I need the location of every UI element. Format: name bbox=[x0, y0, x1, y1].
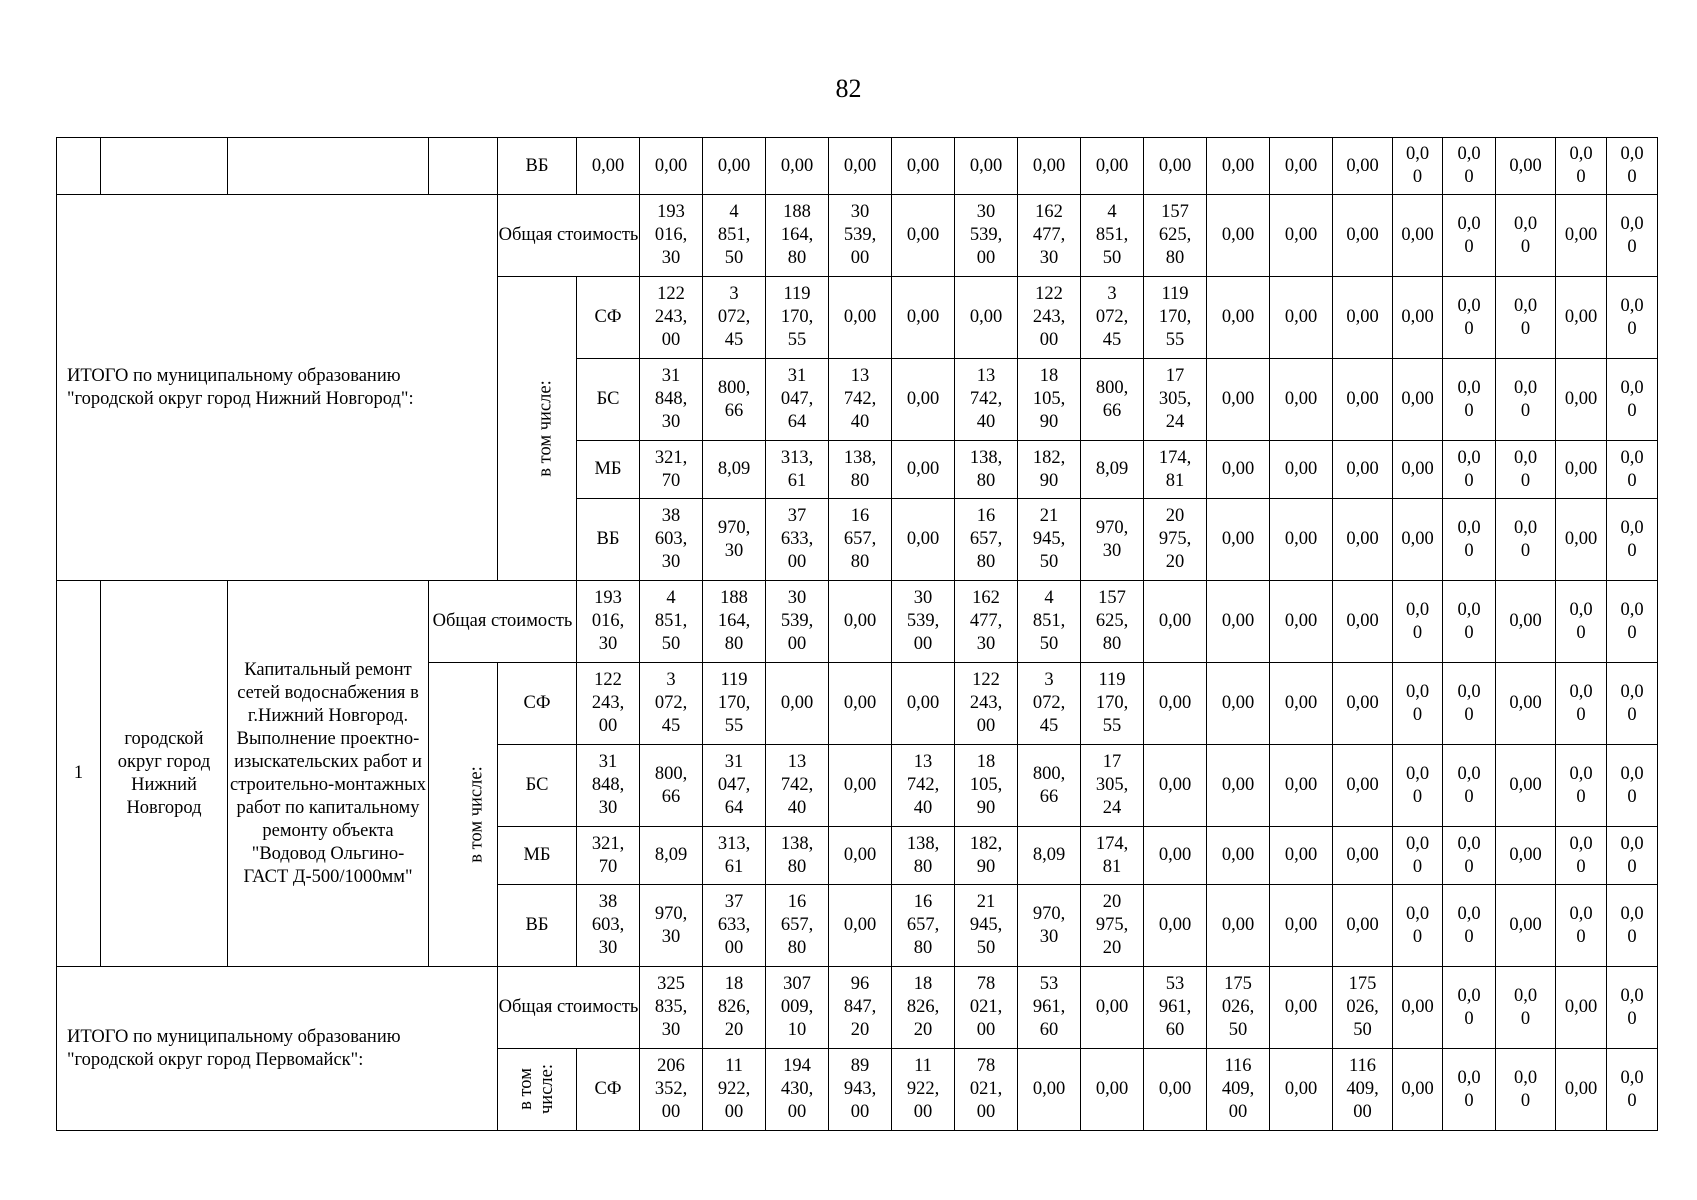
value-cell: 0,00 bbox=[1270, 359, 1333, 441]
value-cell: 0,0 0 bbox=[1556, 581, 1607, 663]
value-cell: 0,00 bbox=[1393, 195, 1443, 277]
value-cell: 970, 30 bbox=[1081, 499, 1144, 581]
value-cell: 8,09 bbox=[1081, 441, 1144, 499]
value-cell: 96 847, 20 bbox=[829, 967, 892, 1049]
value-cell: 321, 70 bbox=[640, 441, 703, 499]
value-cell: 325 835, 30 bbox=[640, 967, 703, 1049]
source-label: МБ bbox=[577, 441, 640, 499]
source-label: СФ bbox=[577, 1049, 640, 1131]
value-cell: 0,00 bbox=[1333, 359, 1393, 441]
value-cell: 0,00 bbox=[1270, 441, 1333, 499]
value-cell: 162 477, 30 bbox=[955, 581, 1018, 663]
value-cell: 116 409, 00 bbox=[1207, 1049, 1270, 1131]
value-cell: 0,00 bbox=[829, 827, 892, 885]
table-row bbox=[57, 967, 1658, 1049]
value-cell: 0,00 bbox=[1270, 745, 1333, 827]
value-cell: 0,0 0 bbox=[1443, 1049, 1496, 1131]
value-cell: 175 026, 50 bbox=[1207, 967, 1270, 1049]
municipality-cell bbox=[101, 138, 228, 195]
project-description: Капитальный ремонт сетей водоснабжения в г.Нижний Новгород. Выполнение проектно-изыскательских работ и строительно-монтажных работ по капитальному ремонту объекта "Водовод Ольгино-ГАСТ Д-500/1000мм" bbox=[228, 581, 429, 967]
value-cell: 0,00 bbox=[1496, 138, 1556, 195]
value-cell: 11 922, 00 bbox=[892, 1049, 955, 1131]
value-cell: 37 633, 00 bbox=[703, 885, 766, 967]
value-cell: 0,0 0 bbox=[1607, 359, 1658, 441]
value-cell: 0,0 0 bbox=[1443, 967, 1496, 1049]
value-cell: 0,00 bbox=[1207, 581, 1270, 663]
budget-table bbox=[56, 137, 1658, 1131]
value-cell: 0,00 bbox=[1207, 195, 1270, 277]
total-title-pervomaysk: ИТОГО по муниципальному образованию "городской округ город Первомайск": bbox=[57, 967, 498, 1131]
value-cell: 0,00 bbox=[1333, 745, 1393, 827]
in-that-label bbox=[429, 663, 498, 967]
value-cell: 30 539, 00 bbox=[892, 581, 955, 663]
value-cell: 174, 81 bbox=[1081, 827, 1144, 885]
value-cell: 0,0 0 bbox=[1443, 663, 1496, 745]
value-cell: 138, 80 bbox=[766, 827, 829, 885]
value-cell: 0,0 0 bbox=[1496, 359, 1556, 441]
value-cell: 0,00 bbox=[1333, 827, 1393, 885]
value-cell: 182, 90 bbox=[1018, 441, 1081, 499]
value-cell: 0,00 bbox=[1018, 138, 1081, 195]
value-cell: 0,00 bbox=[1081, 967, 1144, 1049]
value-cell: 321, 70 bbox=[577, 827, 640, 885]
value-cell: 0,0 0 bbox=[1556, 827, 1607, 885]
value-cell: 0,0 0 bbox=[1556, 138, 1607, 195]
municipality-name: городской округ город Нижний Новгород bbox=[101, 581, 228, 967]
value-cell: 0,00 bbox=[1333, 441, 1393, 499]
value-cell: 0,00 bbox=[1270, 663, 1333, 745]
value-cell: 31 848, 30 bbox=[640, 359, 703, 441]
value-cell: 0,00 bbox=[1144, 745, 1207, 827]
value-cell: 206 352, 00 bbox=[640, 1049, 703, 1131]
value-cell: 0,00 bbox=[1144, 138, 1207, 195]
value-cell: 0,00 bbox=[829, 663, 892, 745]
value-cell: 0,00 bbox=[1393, 359, 1443, 441]
value-cell: 0,0 0 bbox=[1443, 138, 1496, 195]
value-cell: 0,0 0 bbox=[1556, 745, 1607, 827]
value-cell: 0,0 0 bbox=[1496, 499, 1556, 581]
source-label: ВБ bbox=[498, 138, 577, 195]
total-cost-label: Общая стоимость bbox=[498, 967, 640, 1049]
value-cell: 0,0 0 bbox=[1496, 1049, 1556, 1131]
value-cell: 175 026, 50 bbox=[1333, 967, 1393, 1049]
value-cell: 16 657, 80 bbox=[829, 499, 892, 581]
value-cell: 0,0 0 bbox=[1443, 277, 1496, 359]
value-cell: 970, 30 bbox=[640, 885, 703, 967]
value-cell: 188 164, 80 bbox=[766, 195, 829, 277]
value-cell: 0,0 0 bbox=[1443, 581, 1496, 663]
value-cell: 0,0 0 bbox=[1393, 138, 1443, 195]
value-cell: 0,00 bbox=[1556, 967, 1607, 1049]
value-cell: 16 657, 80 bbox=[955, 499, 1018, 581]
page-number: 82 bbox=[835, 74, 862, 103]
value-cell: 18 826, 20 bbox=[703, 967, 766, 1049]
value-cell: 13 742, 40 bbox=[892, 745, 955, 827]
value-cell: 20 975, 20 bbox=[1144, 499, 1207, 581]
value-cell: 0,00 bbox=[829, 138, 892, 195]
value-cell: 0,00 bbox=[1333, 138, 1393, 195]
source-label: СФ bbox=[498, 663, 577, 745]
value-cell: 0,00 bbox=[1207, 441, 1270, 499]
value-cell: 38 603, 30 bbox=[640, 499, 703, 581]
num-cell bbox=[57, 138, 101, 195]
value-cell: 0,00 bbox=[1333, 581, 1393, 663]
value-cell: 0,00 bbox=[766, 663, 829, 745]
value-cell: 0,00 bbox=[1393, 499, 1443, 581]
value-cell: 0,00 bbox=[766, 138, 829, 195]
value-cell: 0,00 bbox=[892, 499, 955, 581]
value-cell: 0,0 0 bbox=[1443, 499, 1496, 581]
value-cell: 174, 81 bbox=[1144, 441, 1207, 499]
value-cell: 8,09 bbox=[703, 441, 766, 499]
value-cell: 31 848, 30 bbox=[577, 745, 640, 827]
value-cell: 307 009, 10 bbox=[766, 967, 829, 1049]
value-cell: 0,00 bbox=[1144, 581, 1207, 663]
total-cost-label: Общая стоимость bbox=[429, 581, 577, 663]
table-row bbox=[57, 195, 1658, 277]
value-cell: 0,00 bbox=[1144, 885, 1207, 967]
value-cell: 3 072, 45 bbox=[1018, 663, 1081, 745]
value-cell: 4 851, 50 bbox=[1081, 195, 1144, 277]
value-cell: 0,0 0 bbox=[1443, 745, 1496, 827]
value-cell: 0,00 bbox=[1270, 195, 1333, 277]
value-cell: 37 633, 00 bbox=[766, 499, 829, 581]
value-cell: 0,0 0 bbox=[1607, 499, 1658, 581]
value-cell: 30 539, 00 bbox=[766, 581, 829, 663]
value-cell: 0,00 bbox=[955, 138, 1018, 195]
value-cell: 0,00 bbox=[1207, 138, 1270, 195]
value-cell: 17 305, 24 bbox=[1144, 359, 1207, 441]
value-cell: 18 826, 20 bbox=[892, 967, 955, 1049]
value-cell: 0,00 bbox=[829, 581, 892, 663]
value-cell: 0,0 0 bbox=[1607, 277, 1658, 359]
value-cell: 193 016, 30 bbox=[577, 581, 640, 663]
value-cell: 0,00 bbox=[577, 138, 640, 195]
value-cell: 800, 66 bbox=[640, 745, 703, 827]
value-cell: 970, 30 bbox=[703, 499, 766, 581]
value-cell: 122 243, 00 bbox=[955, 663, 1018, 745]
table-body bbox=[57, 138, 1658, 1131]
value-cell: 30 539, 00 bbox=[829, 195, 892, 277]
source-label: СФ bbox=[577, 277, 640, 359]
value-cell: 138, 80 bbox=[955, 441, 1018, 499]
value-cell: 17 305, 24 bbox=[1081, 745, 1144, 827]
value-cell: 0,0 0 bbox=[1443, 195, 1496, 277]
value-cell: 119 170, 55 bbox=[766, 277, 829, 359]
value-cell: 21 945, 50 bbox=[1018, 499, 1081, 581]
value-cell: 0,0 0 bbox=[1607, 827, 1658, 885]
value-cell: 0,00 bbox=[1556, 195, 1607, 277]
value-cell: 0,00 bbox=[1270, 885, 1333, 967]
value-cell: 0,00 bbox=[1081, 1049, 1144, 1131]
source-label: БС bbox=[498, 745, 577, 827]
total-cost-label: Общая стоимость bbox=[498, 195, 640, 277]
in-that-label bbox=[498, 277, 577, 581]
value-cell: 313, 61 bbox=[766, 441, 829, 499]
value-cell: 0,00 bbox=[1333, 885, 1393, 967]
value-cell: 38 603, 30 bbox=[577, 885, 640, 967]
value-cell: 53 961, 60 bbox=[1018, 967, 1081, 1049]
table-row bbox=[57, 138, 1658, 195]
value-cell: 0,00 bbox=[1333, 277, 1393, 359]
value-cell: 8,09 bbox=[640, 827, 703, 885]
value-cell: 21 945, 50 bbox=[955, 885, 1018, 967]
value-cell: 194 430, 00 bbox=[766, 1049, 829, 1131]
value-cell: 122 243, 00 bbox=[1018, 277, 1081, 359]
value-cell: 0,00 bbox=[829, 277, 892, 359]
value-cell: 0,00 bbox=[955, 277, 1018, 359]
value-cell: 0,0 0 bbox=[1607, 885, 1658, 967]
table-row bbox=[57, 581, 1658, 663]
value-cell: 0,00 bbox=[1144, 663, 1207, 745]
value-cell: 122 243, 00 bbox=[640, 277, 703, 359]
value-cell: 0,00 bbox=[1207, 663, 1270, 745]
value-cell: 4 851, 50 bbox=[640, 581, 703, 663]
value-cell: 0,0 0 bbox=[1607, 581, 1658, 663]
value-cell: 18 105, 90 bbox=[1018, 359, 1081, 441]
value-cell: 119 170, 55 bbox=[703, 663, 766, 745]
value-cell: 0,00 bbox=[892, 441, 955, 499]
value-cell: 0,0 0 bbox=[1607, 745, 1658, 827]
value-cell: 0,00 bbox=[1081, 138, 1144, 195]
value-cell: 0,00 bbox=[1144, 827, 1207, 885]
value-cell: 122 243, 00 bbox=[577, 663, 640, 745]
value-cell: 0,0 0 bbox=[1556, 663, 1607, 745]
value-cell: 78 021, 00 bbox=[955, 967, 1018, 1049]
value-cell: 157 625, 80 bbox=[1144, 195, 1207, 277]
in-that-label bbox=[498, 1049, 577, 1131]
value-cell: 182, 90 bbox=[955, 827, 1018, 885]
value-cell: 0,00 bbox=[1270, 967, 1333, 1049]
value-cell: 0,00 bbox=[1393, 1049, 1443, 1131]
value-cell: 0,00 bbox=[1270, 581, 1333, 663]
value-cell: 0,00 bbox=[1270, 138, 1333, 195]
value-cell: 0,00 bbox=[1496, 827, 1556, 885]
value-cell: 16 657, 80 bbox=[766, 885, 829, 967]
value-cell: 0,0 0 bbox=[1443, 441, 1496, 499]
value-cell: 0,0 0 bbox=[1443, 359, 1496, 441]
value-cell: 119 170, 55 bbox=[1144, 277, 1207, 359]
value-cell: 0,00 bbox=[1393, 277, 1443, 359]
value-cell: 3 072, 45 bbox=[640, 663, 703, 745]
value-cell: 0,00 bbox=[1393, 967, 1443, 1049]
value-cell: 0,00 bbox=[1018, 1049, 1081, 1131]
value-cell: 0,0 0 bbox=[1607, 138, 1658, 195]
value-cell: 0,0 0 bbox=[1393, 581, 1443, 663]
value-cell: 0,00 bbox=[892, 277, 955, 359]
value-cell: 0,00 bbox=[1556, 359, 1607, 441]
source-label: БС bbox=[577, 359, 640, 441]
value-cell: 4 851, 50 bbox=[1018, 581, 1081, 663]
value-cell: 0,00 bbox=[1333, 663, 1393, 745]
value-cell: 800, 66 bbox=[703, 359, 766, 441]
value-cell: 31 047, 64 bbox=[766, 359, 829, 441]
value-cell: 0,0 0 bbox=[1496, 277, 1556, 359]
value-cell: 0,00 bbox=[1556, 441, 1607, 499]
value-cell: 20 975, 20 bbox=[1081, 885, 1144, 967]
value-cell: 89 943, 00 bbox=[829, 1049, 892, 1131]
value-cell: 13 742, 40 bbox=[829, 359, 892, 441]
vertical-label: в том числе: bbox=[466, 766, 487, 863]
value-cell: 0,00 bbox=[829, 885, 892, 967]
value-cell: 0,00 bbox=[1556, 1049, 1607, 1131]
value-cell: 0,00 bbox=[1207, 827, 1270, 885]
value-cell: 0,00 bbox=[1270, 827, 1333, 885]
value-cell: 0,00 bbox=[1270, 1049, 1333, 1131]
value-cell: 0,00 bbox=[1207, 885, 1270, 967]
value-cell: 16 657, 80 bbox=[892, 885, 955, 967]
value-cell: 0,00 bbox=[1496, 663, 1556, 745]
value-cell: 0,0 0 bbox=[1393, 885, 1443, 967]
total-title-nn: ИТОГО по муниципальному образованию "городской округ город Нижний Новгород": bbox=[57, 195, 498, 581]
value-cell: 0,00 bbox=[1496, 581, 1556, 663]
value-cell: 3 072, 45 bbox=[703, 277, 766, 359]
value-cell: 970, 30 bbox=[1018, 885, 1081, 967]
value-cell: 0,00 bbox=[1556, 499, 1607, 581]
vertical-label: в том числе: bbox=[516, 1064, 557, 1114]
value-cell: 11 922, 00 bbox=[703, 1049, 766, 1131]
value-cell: 0,00 bbox=[1496, 745, 1556, 827]
value-cell: 30 539, 00 bbox=[955, 195, 1018, 277]
value-cell: 0,00 bbox=[703, 138, 766, 195]
value-cell: 119 170, 55 bbox=[1081, 663, 1144, 745]
value-cell: 78 021, 00 bbox=[955, 1049, 1018, 1131]
value-cell: 31 047, 64 bbox=[703, 745, 766, 827]
value-cell: 0,0 0 bbox=[1607, 967, 1658, 1049]
value-cell: 0,00 bbox=[1393, 441, 1443, 499]
value-cell: 116 409, 00 bbox=[1333, 1049, 1393, 1131]
value-cell: 188 164, 80 bbox=[703, 581, 766, 663]
value-cell: 0,00 bbox=[1333, 499, 1393, 581]
value-cell: 0,0 0 bbox=[1607, 663, 1658, 745]
value-cell: 0,00 bbox=[1270, 277, 1333, 359]
value-cell: 138, 80 bbox=[892, 827, 955, 885]
value-cell: 138, 80 bbox=[829, 441, 892, 499]
value-cell: 4 851, 50 bbox=[703, 195, 766, 277]
value-cell: 0,0 0 bbox=[1556, 885, 1607, 967]
value-cell: 3 072, 45 bbox=[1081, 277, 1144, 359]
value-cell: 0,00 bbox=[892, 359, 955, 441]
value-cell: 0,0 0 bbox=[1443, 885, 1496, 967]
value-cell: 0,00 bbox=[1207, 499, 1270, 581]
value-cell: 0,0 0 bbox=[1393, 663, 1443, 745]
value-cell: 0,00 bbox=[892, 138, 955, 195]
value-cell: 13 742, 40 bbox=[766, 745, 829, 827]
value-cell: 0,0 0 bbox=[1393, 745, 1443, 827]
value-cell: 0,00 bbox=[1496, 885, 1556, 967]
value-cell: 0,0 0 bbox=[1496, 441, 1556, 499]
value-cell: 0,0 0 bbox=[1607, 195, 1658, 277]
value-cell: 0,0 0 bbox=[1496, 195, 1556, 277]
value-cell: 8,09 bbox=[1018, 827, 1081, 885]
value-cell: 800, 66 bbox=[1018, 745, 1081, 827]
value-cell: 0,00 bbox=[1207, 359, 1270, 441]
description-cell bbox=[228, 138, 429, 195]
value-cell: 0,00 bbox=[892, 195, 955, 277]
value-cell: 0,00 bbox=[1556, 277, 1607, 359]
source-label: ВБ bbox=[498, 885, 577, 967]
value-cell: 313, 61 bbox=[703, 827, 766, 885]
value-cell: 0,0 0 bbox=[1607, 441, 1658, 499]
value-cell: 162 477, 30 bbox=[1018, 195, 1081, 277]
value-cell: 18 105, 90 bbox=[955, 745, 1018, 827]
value-cell: 193 016, 30 bbox=[640, 195, 703, 277]
value-cell: 0,0 0 bbox=[1393, 827, 1443, 885]
group-cell bbox=[429, 138, 498, 195]
value-cell: 0,00 bbox=[829, 745, 892, 827]
value-cell: 0,0 0 bbox=[1496, 967, 1556, 1049]
item-number: 1 bbox=[57, 581, 101, 967]
value-cell: 800, 66 bbox=[1081, 359, 1144, 441]
value-cell: 157 625, 80 bbox=[1081, 581, 1144, 663]
value-cell: 13 742, 40 bbox=[955, 359, 1018, 441]
value-cell: 0,0 0 bbox=[1607, 1049, 1658, 1131]
value-cell: 0,00 bbox=[1333, 195, 1393, 277]
value-cell: 0,00 bbox=[640, 138, 703, 195]
value-cell: 0,00 bbox=[1144, 1049, 1207, 1131]
value-cell: 0,00 bbox=[1207, 277, 1270, 359]
value-cell: 53 961, 60 bbox=[1144, 967, 1207, 1049]
value-cell: 0,0 0 bbox=[1443, 827, 1496, 885]
value-cell: 0,00 bbox=[892, 663, 955, 745]
vertical-label: в том числе: bbox=[535, 380, 556, 477]
value-cell: 0,00 bbox=[1207, 745, 1270, 827]
source-label: ВБ bbox=[577, 499, 640, 581]
value-cell: 0,00 bbox=[1270, 499, 1333, 581]
source-label: МБ bbox=[498, 827, 577, 885]
